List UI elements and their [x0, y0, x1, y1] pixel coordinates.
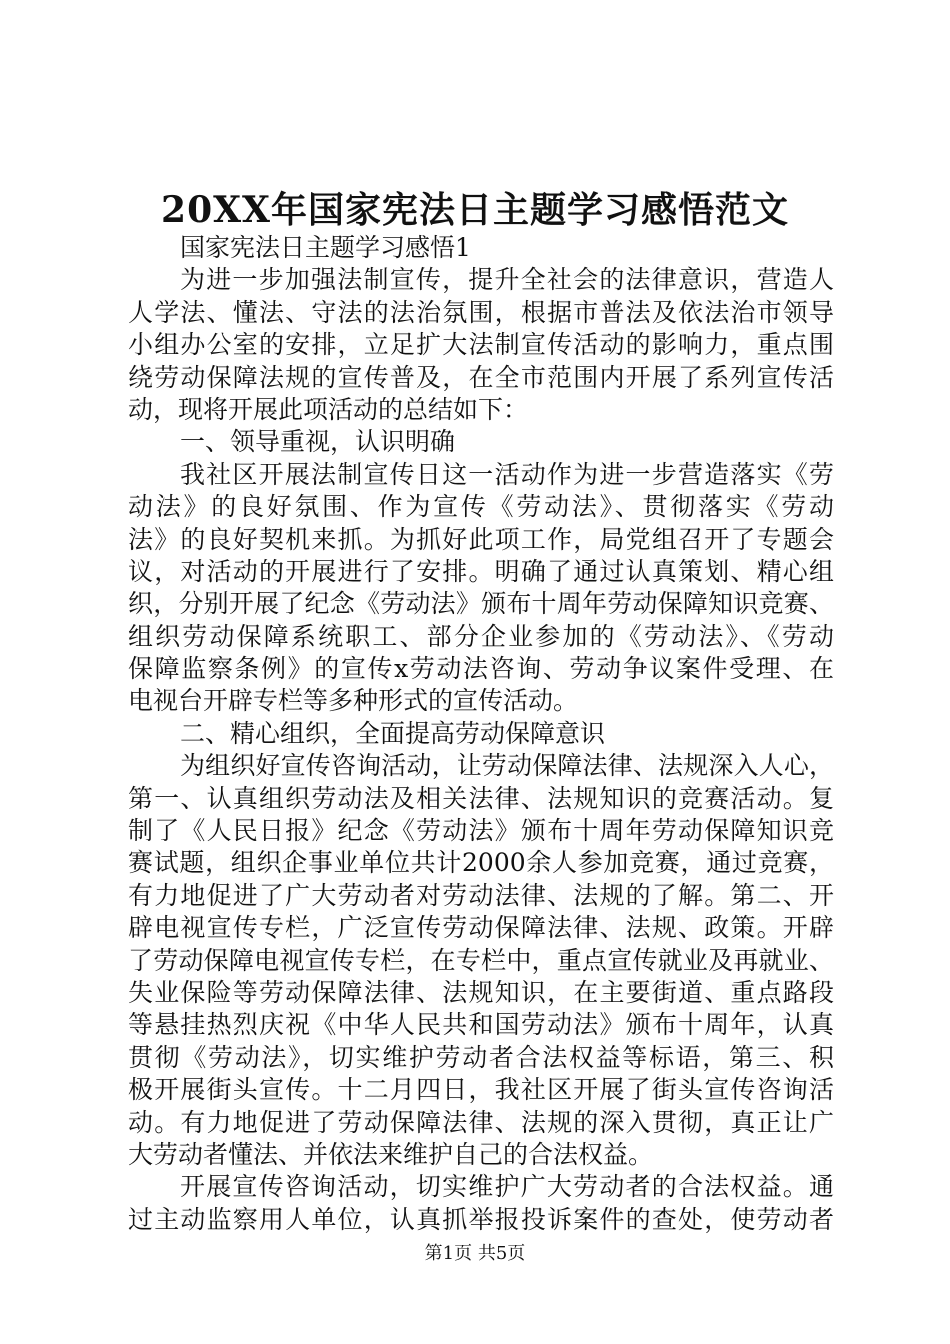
- paragraph-line: 贯彻《劳动法》，切实维护劳动者合法权益等标语，第三、积: [128, 1042, 834, 1072]
- paragraph-line: 法》的良好契机来抓。为抓好此项工作，局党组召开了专题会: [128, 524, 834, 554]
- paragraph-line: 议，对活动的开展进行了安排。明确了通过认真策划、精心组: [128, 556, 834, 586]
- paragraph-line: 电视台开辟专栏等多种形式的宣传活动。: [128, 686, 579, 716]
- paragraph-line: 失业保险等劳动保障法律、法规知识，在主要街道、重点路段: [128, 977, 834, 1007]
- paragraph-line: 赛试题，组织企事业单位共计2000余人参加竞赛，通过竞赛，: [128, 848, 834, 878]
- paragraph-line: 等悬挂热烈庆祝《中华人民共和国劳动法》颁布十周年，认真: [128, 1010, 834, 1040]
- paragraph-line: 人学法、懂法、守法的法治氛围，根据市普法及依法治市领导: [128, 297, 834, 327]
- paragraph-line: 第一、认真组织劳动法及相关法律、法规知识的竞赛活动。复: [128, 783, 834, 813]
- paragraph-line: 动，现将开展此项活动的总结如下：: [128, 394, 529, 424]
- paragraph-line: 为组织好宣传咨询活动，让劳动保障法律、法规深入人心，: [180, 751, 834, 781]
- section-heading: 二、精心组织，全面提高劳动保障意识: [180, 718, 606, 748]
- paragraph-line: 我社区开展法制宣传日这一活动作为进一步营造落实《劳: [180, 459, 834, 489]
- paragraph-line: 小组办公室的安排，立足扩大法制宣传活动的影响力，重点围: [128, 330, 834, 360]
- document-body: [128, 232, 834, 1236]
- paragraph-line: 为进一步加强法制宣传，提升全社会的法律意识，营造人: [180, 265, 834, 295]
- paragraph-line: 绕劳动保障法规的宣传普及，在全市范围内开展了系列宣传活: [128, 362, 834, 392]
- paragraph-line: 动法》的良好氛围、作为宣传《劳动法》、贯彻落实《劳动: [128, 492, 834, 522]
- document-title: 20XX年国家宪法日主题学习感悟范文: [161, 189, 789, 231]
- page-number-footer: 第1页 共5页: [424, 1243, 526, 1264]
- paragraph-line: 织，分别开展了纪念《劳动法》颁布十周年劳动保障知识竞赛、: [128, 589, 834, 619]
- paragraph-line: 制了《人民日报》纪念《劳动法》颁布十周年劳动保障知识竞: [128, 816, 834, 846]
- paragraph-line: 极开展街头宣传。十二月四日，我社区开展了街头宣传咨询活: [128, 1075, 834, 1105]
- paragraph-line: 开展宣传咨询活动，切实维护广大劳动者的合法权益。通: [180, 1172, 834, 1202]
- paragraph-line: 有力地促进了广大劳动者对劳动法律、法规的了解。第二、开: [128, 880, 834, 910]
- paragraph-line: 动。有力地促进了劳动保障法律、法规的深入贯彻，真正让广: [128, 1107, 834, 1137]
- paragraph-line: 了劳动保障电视宣传专栏，在专栏中，重点宣传就业及再就业、: [128, 945, 834, 975]
- section-subtitle: 国家宪法日主题学习感悟1: [180, 233, 471, 262]
- paragraph-line: 组织劳动保障系统职工、部分企业参加的《劳动法》、《劳动: [128, 621, 834, 651]
- paragraph-line: 辟电视宣传专栏，广泛宣传劳动保障法律、法规、政策。开辟: [128, 913, 834, 943]
- paragraph-line: 大劳动者懂法、并依法来维护自己的合法权益。: [128, 1139, 654, 1169]
- section-heading: 一、领导重视，认识明确: [180, 427, 456, 457]
- paragraph-line: 过主动监察用人单位，认真抓举报投诉案件的查处，使劳动者: [128, 1204, 834, 1234]
- paragraph-line: 保障监察条例》的宣传x劳动法咨询、劳动争议案件受理、在: [128, 654, 834, 684]
